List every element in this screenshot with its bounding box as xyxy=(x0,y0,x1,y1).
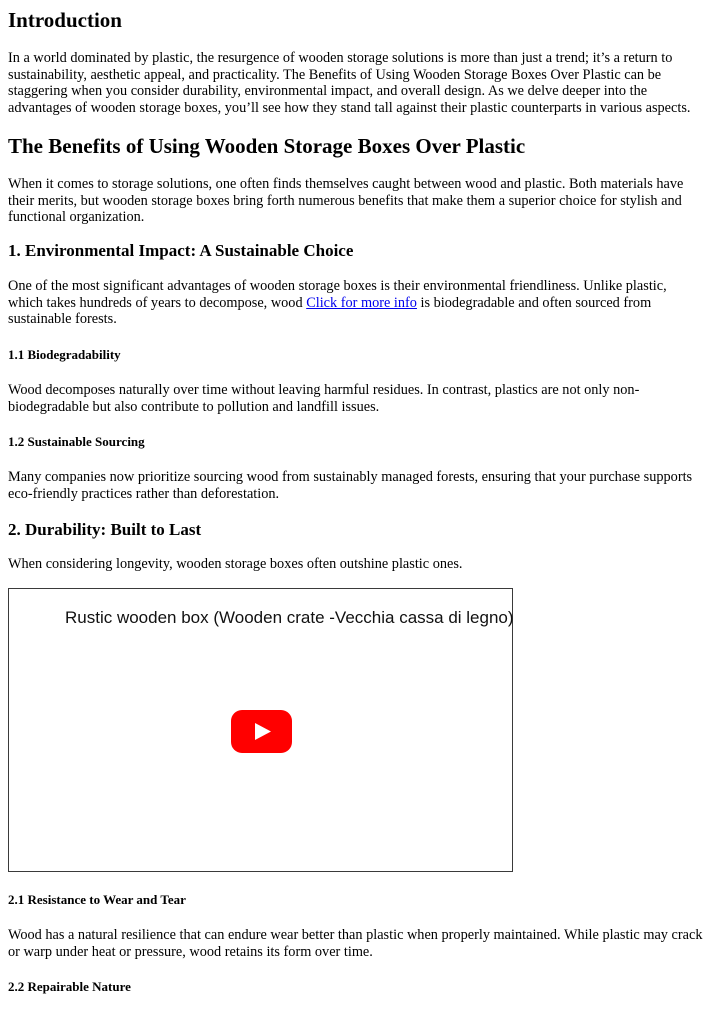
paragraph-biodegradability xyxy=(8,382,714,415)
paragraph-sustainable-sourcing xyxy=(8,469,714,502)
text-line: eco-friendly practices rather than deforestation. xyxy=(8,485,280,502)
paragraph-environmental-impact xyxy=(8,278,714,328)
youtube-play-icon[interactable] xyxy=(231,710,292,753)
text-segment: which takes hundreds of years to decompose, wood xyxy=(8,294,307,311)
heading-introduction: Introduction xyxy=(8,8,122,32)
text-line: or warp under heat or pressure, wood retains its form over time. xyxy=(8,943,373,960)
more-info-link[interactable]: Click for more info xyxy=(306,294,417,311)
text-line: One of the most significant advantages of wooden storage boxes is their environmental friendliness. Unlike plastic, xyxy=(8,278,667,294)
youtube-play-button[interactable] xyxy=(231,710,292,753)
text-line: functional organization. xyxy=(8,209,145,225)
text-line: When it comes to storage solutions, one often finds themselves caught between wood and plastic. Both materials have xyxy=(8,176,684,192)
text-line: advantages of wooden storage boxes, you’ll see how they stand tall against their plastic counterparts in various aspects. xyxy=(8,99,691,116)
text-segment: is biodegradable and often sourced from xyxy=(416,294,652,311)
paragraph-durability xyxy=(8,556,714,573)
youtube-video-embed[interactable] xyxy=(8,588,513,872)
text-line: Wood decomposes naturally over time without leaving harmful residues. In contrast, plastics are not only non- xyxy=(8,382,640,398)
paragraph-wear-and-tear xyxy=(8,927,714,960)
text-line: sustainability, aesthetic appeal, and practicality. The Benefits of Using Wooden Storage Boxes Over Plastic can be xyxy=(8,66,662,83)
video-title[interactable]: Rustic wooden box (Wooden crate -Vecchia cassa di legno) xyxy=(65,608,514,627)
text-line: staggering when you consider durability, environmental impact, and overall design. As we delve deeper into the xyxy=(8,83,648,99)
text-line: sustainable forests. xyxy=(8,311,117,327)
text-line: In a world dominated by plastic, the resurgence of wooden storage solutions is more than just a trend; it’s a return to xyxy=(8,50,673,66)
paragraph-introduction xyxy=(8,50,714,116)
heading-wear-and-tear: 2.1 Resistance to Wear and Tear xyxy=(8,892,186,907)
heading-biodegradability: 1.1 Biodegradability xyxy=(8,347,121,362)
text-line-with-link xyxy=(8,295,714,312)
text-line: their merits, but wooden storage boxes bring forth numerous benefits that make them a superior choice for stylish and xyxy=(8,192,682,209)
text-line: Wood has a natural resilience that can endure wear better than plastic when properly maintained. While plastic may crack xyxy=(8,927,703,943)
heading-sustainable-sourcing: 1.2 Sustainable Sourcing xyxy=(8,434,145,449)
text-line: When considering longevity, wooden storage boxes often outshine plastic ones. xyxy=(8,556,463,572)
heading-environmental-impact: 1. Environmental Impact: A Sustainable Choice xyxy=(8,241,354,260)
text-line: Many companies now prioritize sourcing wood from sustainably managed forests, ensuring that your purchase supports xyxy=(8,469,693,485)
heading-benefits: The Benefits of Using Wooden Storage Boxes Over Plastic xyxy=(8,134,526,158)
paragraph-benefits xyxy=(8,176,714,226)
heading-repairable-nature: 2.2 Repairable Nature xyxy=(8,979,131,994)
text-line: biodegradable but also contribute to pollution and landfill issues. xyxy=(8,398,380,415)
heading-durability: 2. Durability: Built to Last xyxy=(8,520,202,539)
